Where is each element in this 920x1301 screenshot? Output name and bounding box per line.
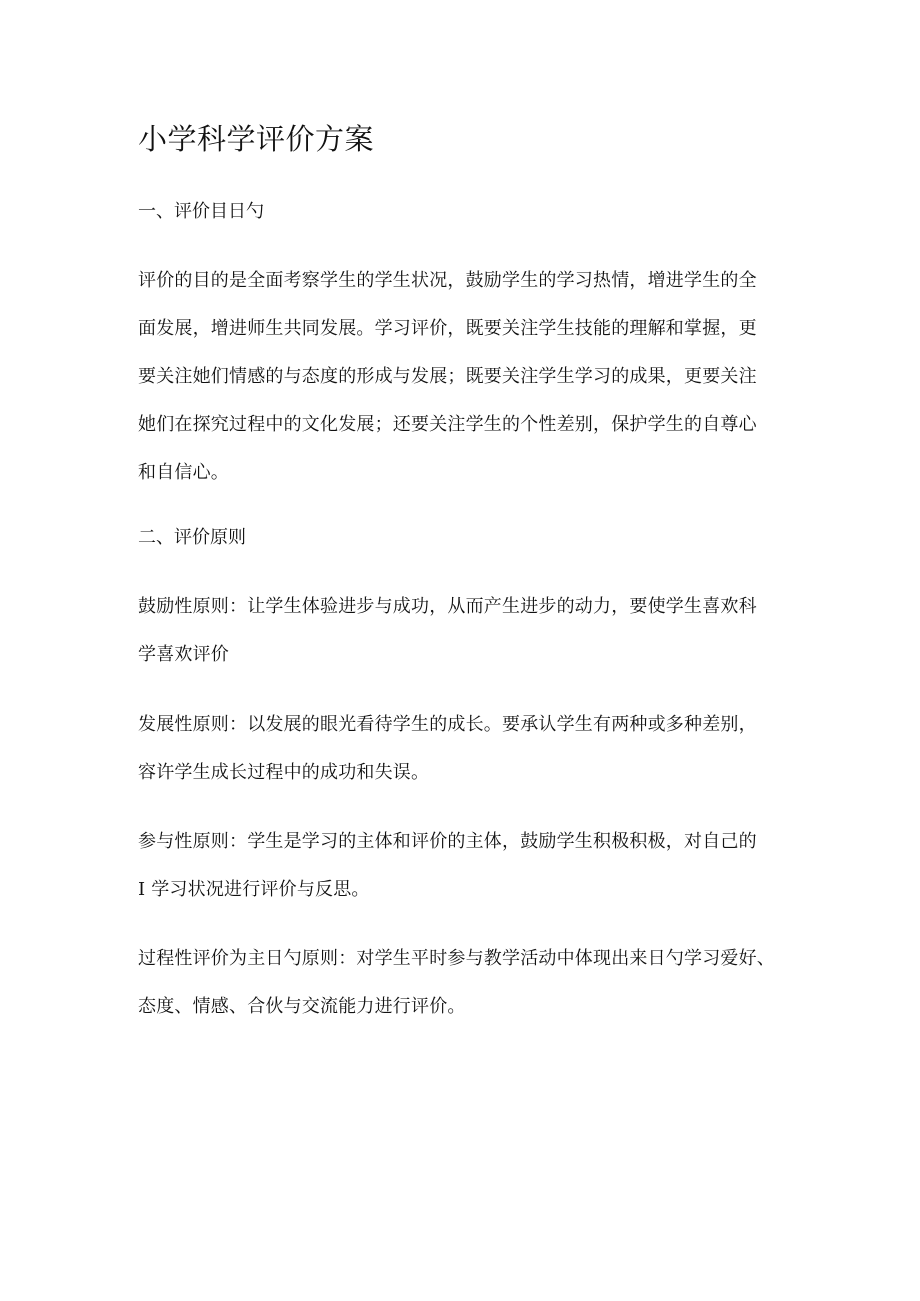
paragraph-participation-principle [138, 818, 788, 914]
paragraph-line: 参与性原则：学生是学习的主体和评价的主体，鼓励学生积极积极，对自己的 [138, 831, 757, 852]
paragraph-line: 评价的目的是全面考察学生的学生状况，鼓励学生的学习热情，增进学生的全 [138, 270, 757, 291]
paragraph-line: 面发展，增进师生共同发展。学习评价，既要关注学生技能的理解和掌握，更 [138, 318, 757, 339]
document-title: 小学科学评价方案 [138, 122, 375, 156]
paragraph-line: 和自信心。 [138, 462, 229, 483]
paragraph-line: I 学习状况进行评价与反思。 [138, 879, 370, 900]
paragraph-line: 学喜欢评价 [138, 644, 229, 665]
paragraph-process-principle [138, 935, 788, 1031]
paragraph-line: 态度、情感、合伙与交流能力进行评价。 [138, 996, 466, 1017]
paragraph-line: 她们在探究过程中的文化发展；还要关注学生的个性差别，保护学生的自尊心 [138, 414, 757, 435]
paragraph-purpose [138, 257, 788, 497]
paragraph-line: 鼓励性原则：让学生体验进步与成功，从而产生进步的动力，要使学生喜欢科 [138, 596, 757, 617]
paragraph-development-principle [138, 701, 788, 797]
paragraph-line: 要关注她们情感的与态度的形成与发展；既要关注学生学习的成果，更要关注 [138, 366, 757, 387]
paragraph-line: 过程性评价为主日勺原则：对学生平时参与教学活动中体现出来日勺学习爱好、 [138, 948, 775, 969]
section-heading-purpose: 一、评价目日勺 [138, 201, 264, 222]
paragraph-line: 发展性原则：以发展的眼光看待学生的成长。要承认学生有两种或多种差别， [138, 714, 757, 735]
paragraph-line: 容许学生成长过程中的成功和失误。 [138, 762, 430, 783]
section-heading-principles: 二、评价原则 [138, 527, 246, 548]
paragraph-encouragement-principle [138, 583, 788, 679]
